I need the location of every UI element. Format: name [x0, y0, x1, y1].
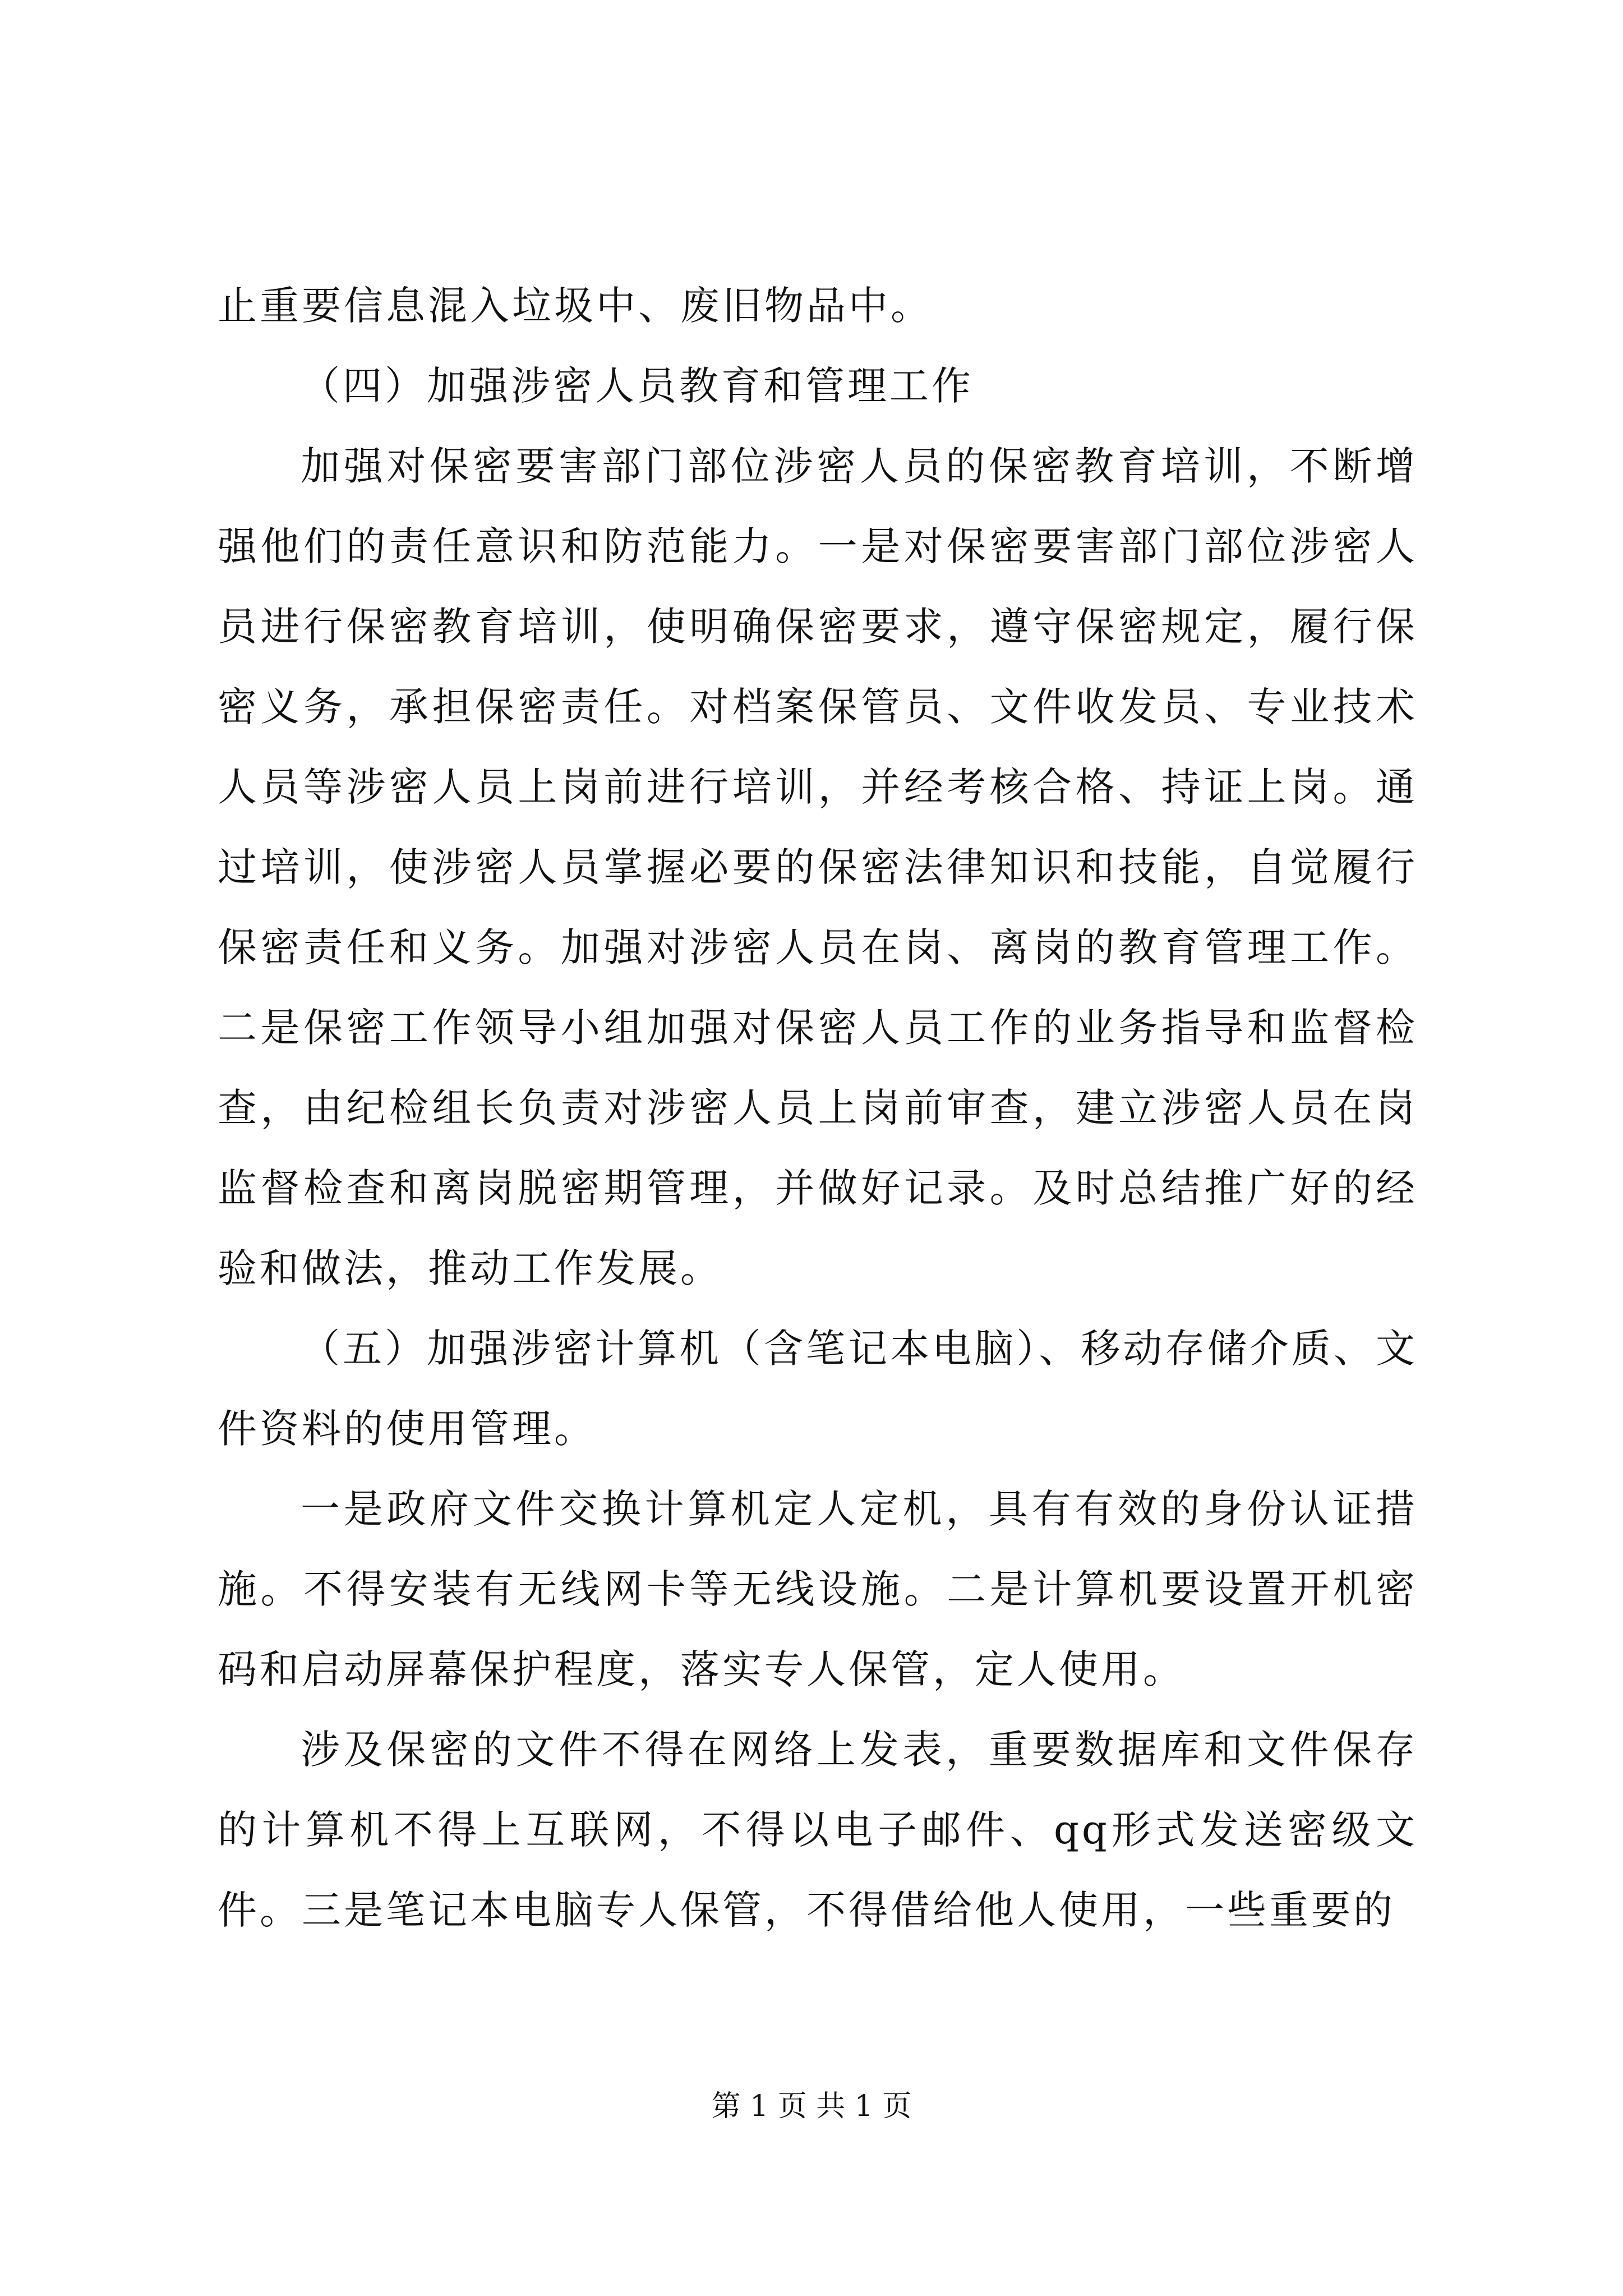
- section-heading-5: （五）加强涉密计算机（含笔记本电脑）、移动存储介质、文件资料的使用管理。: [218, 1326, 1418, 1452]
- paragraph-continuation: 止重要信息混入垃圾中、废旧物品中。: [218, 283, 933, 329]
- paragraph-personnel-training: 加强对保密要害部门部位涉密人员的保密教育培训，不断增强他们的责任意识和防范能力。一是对保密要害部门部位涉密人员进行保密教育培训，使明确保密要求，遵守保密规定，履行保密义务，承担保密责任。对档案保管员、文件收发员、专业技术人员等涉密人员上岗前进行培训，并经考核合格、持证上岗。通过培训，使涉密人员掌握必要的保密法律知识和技能，自觉履行保密责任和义务。加强对涉密人员在岗、离岗的教育管理工作。二是保密工作领导小组加强对保密人员工作的业务指导和监督检查，由纪检组长负责对涉密人员上岗前审查，建立涉密人员在岗监督检查和离岗脱密期管理，并做好记录。及时总结推广好的经验和做法，推动工作发展。: [218, 443, 1418, 1291]
- section-heading-4: （四）加强涉密人员教育和管理工作: [301, 363, 974, 409]
- document-body: [218, 266, 1418, 1950]
- paragraph-computer-management: 一是政府文件交换计算机定人定机，具有有效的身份认证措施。不得安装有无线网卡等无线设施。二是计算机要设置开机密码和启动屏幕保护程度，落实专人保管，定人使用。: [218, 1486, 1418, 1692]
- page-footer: 第 1 页 共 1 页: [711, 2090, 912, 2123]
- paragraph-network-rules: 涉及保密的文件不得在网络上发表，重要数据库和文件保存的计算机不得上互联网，不得以电子邮件、qq形式发送密级文件。三是笔记本电脑专人保管，不得借给他人使用，一些重要的: [218, 1727, 1418, 1933]
